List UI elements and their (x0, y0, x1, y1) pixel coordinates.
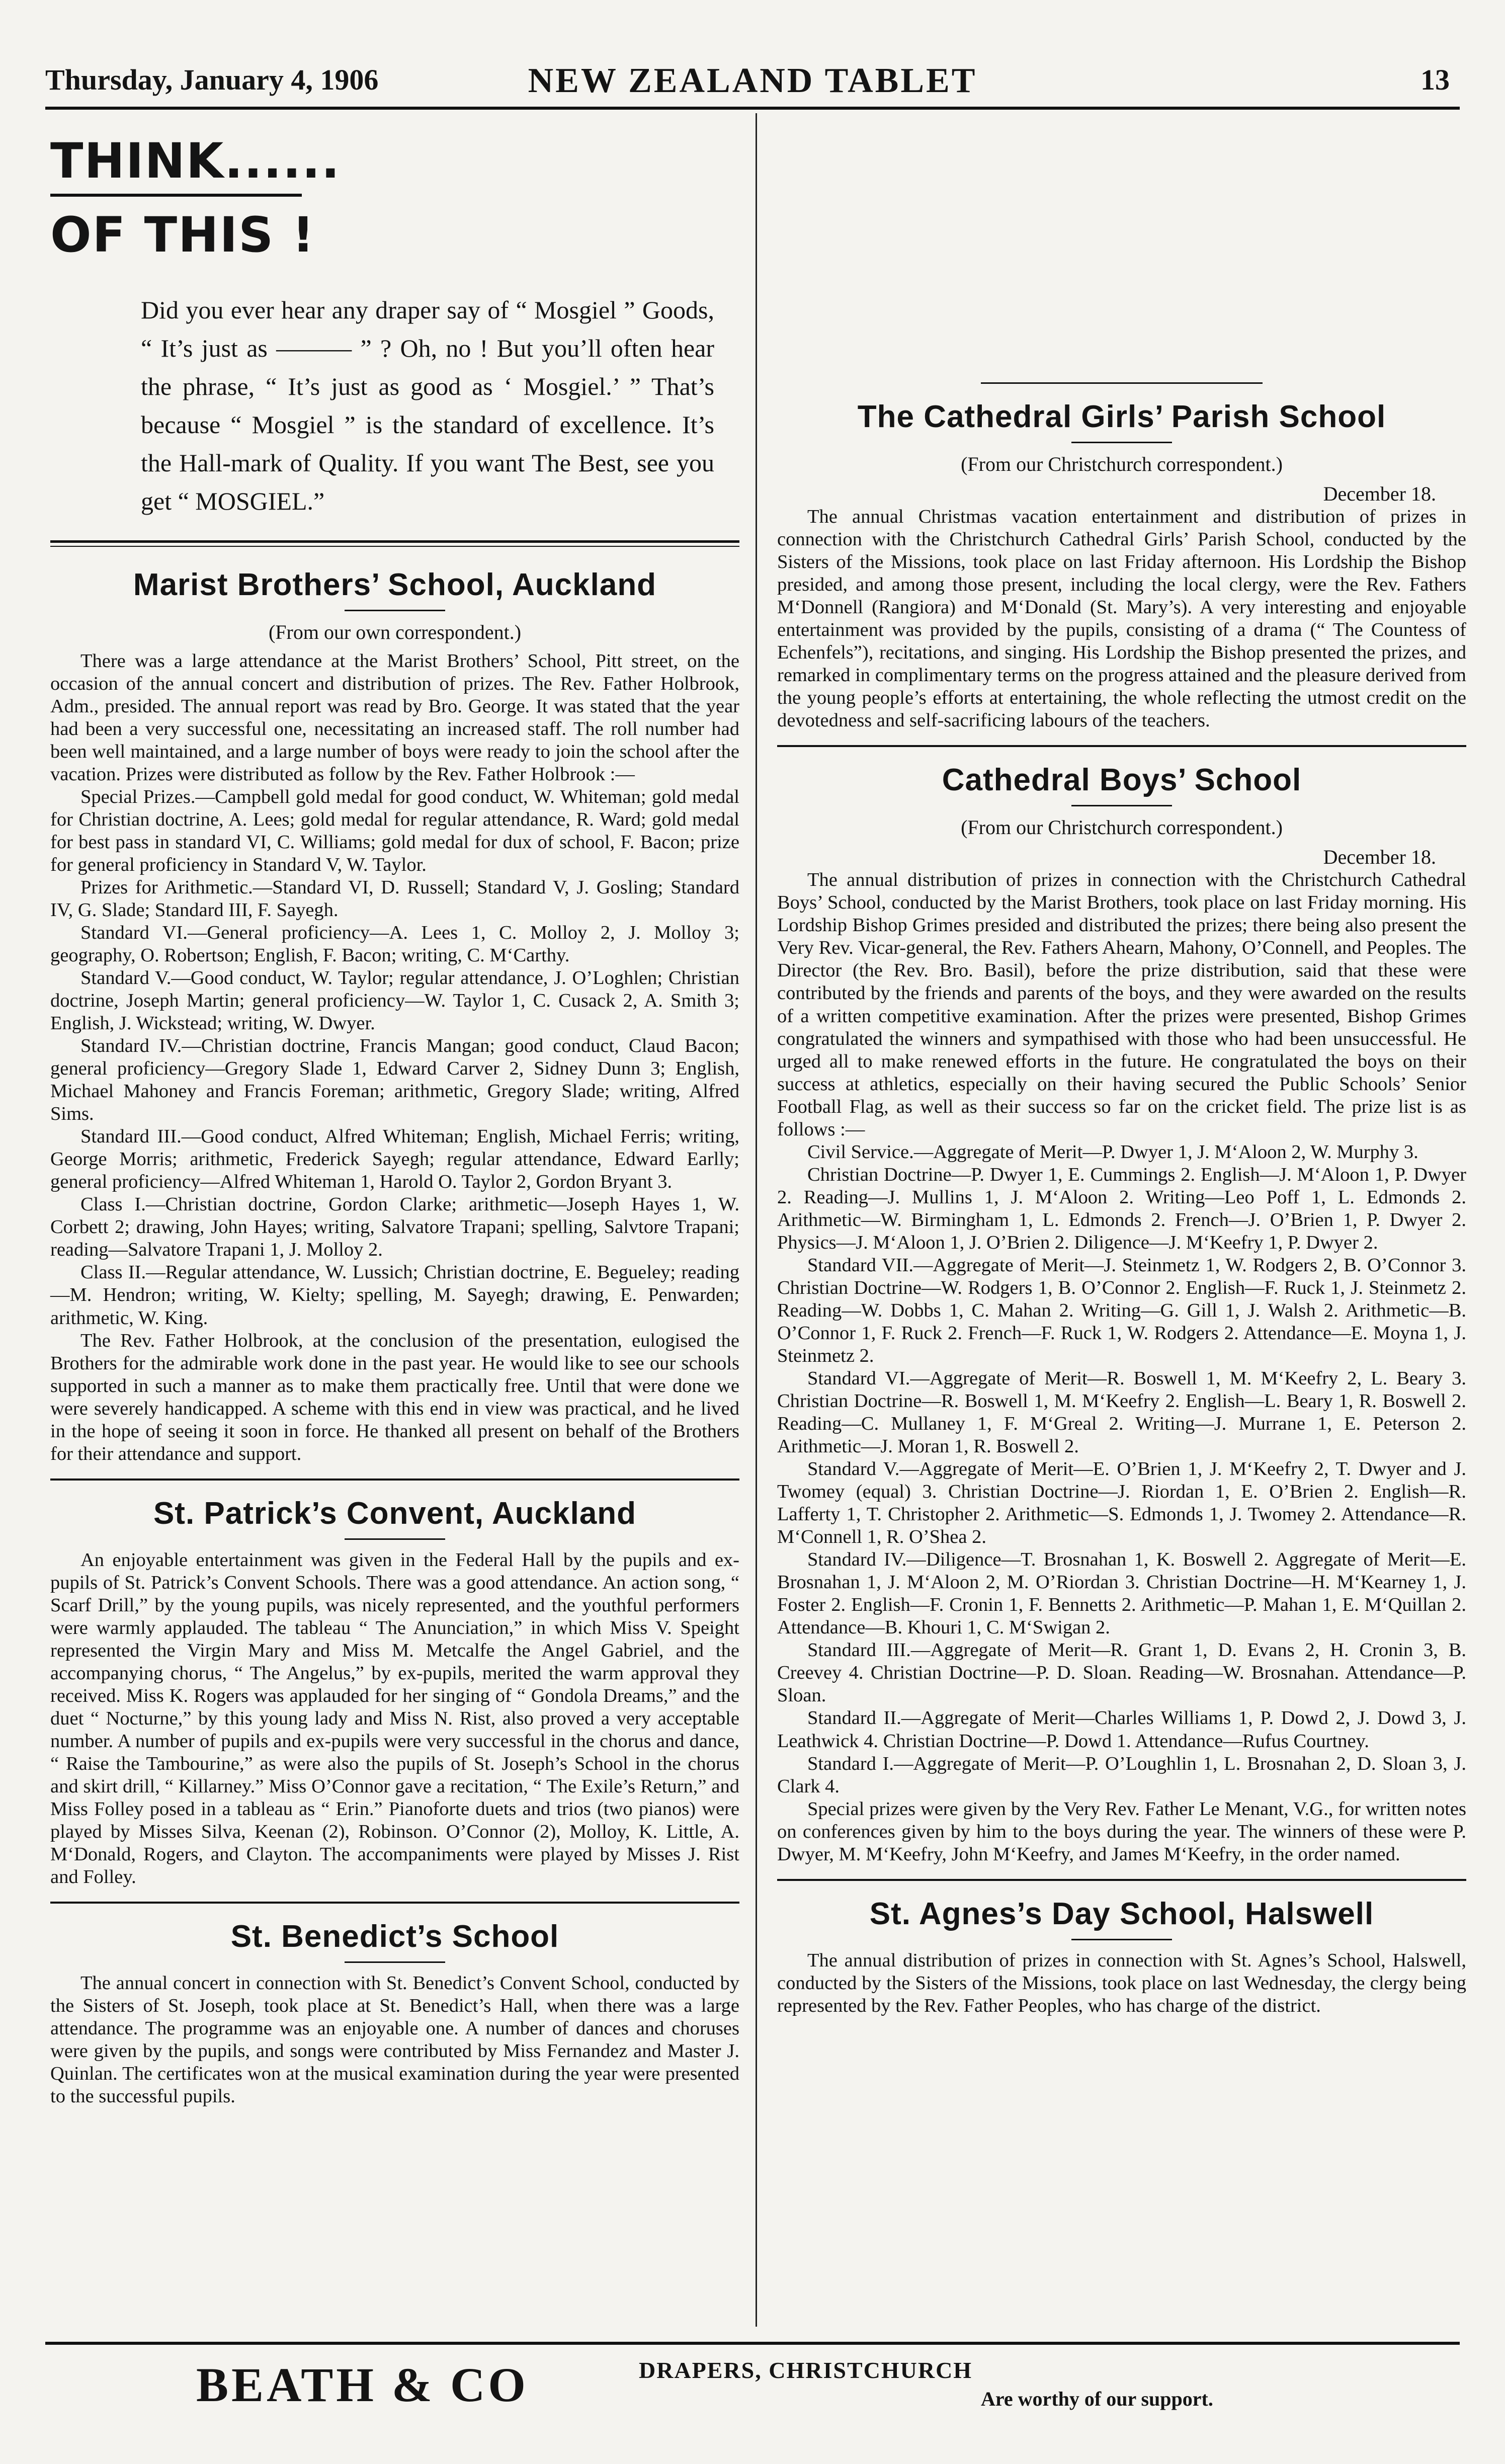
article-st-patricks (50, 1496, 739, 1888)
article-body (50, 1549, 739, 1888)
article-cathedral-boys (777, 762, 1466, 1865)
masthead (45, 63, 1460, 111)
paragraph: Civil Service.—Aggregate of Merit—P. Dwyer 1, J. M‘Aloon 2, W. Murphy 3. (807, 1141, 1418, 1163)
article-separator (50, 1902, 739, 1904)
paragraph: Standard IV.—Diligence—T. Brosnahan 1, K. Boswell 2. Aggregate of Merit—E. Brosnahan 1, J. M‘Aloon 2, M. O’Riordan 3. Christian Doctrine—H. M‘Kearney 1, J. Foster 2. English—F. Cronin 1, F. Bennetts 2. Arithmetic—P. Mahan 1, E. M‘Quillan 2. Attendance—B. Khouri 1, C. M‘Swigan 2. (777, 1549, 1466, 1638)
paragraph: Standard V.—Aggregate of Merit—E. O’Brien 1, J. M‘Keefry 2, T. Dwyer and J. Twomey (equal) 3. Christian Doctrine—J. Riordan 1, E. O’Brien 2. English—R. Lafferty 1, T. Christopher 2. Arithmetic—S. Edmonds 1, J. Twomey 2. Attendance—R. M‘Connell 1, R. O’Shea 2. (777, 1458, 1466, 1548)
article-cathedral-girls (777, 399, 1466, 732)
paragraph: Christian Doctrine—P. Dwyer 1, E. Cummings 2. English—J. M‘Aloon 1, P. Dwyer 2. Reading—J. Mullins 1, J. M‘Aloon 2. Writing—Leo Poff 1, L. Edmonds 2. Arithmetic—W. Birmingham 1, L. Edmonds 2. French—J. O’Brien 1, P. Dwyer 2. Physics—J. M‘Aloon 1, J. O’Brien 2. Diligence—J. M‘Keefry 1, P. Dwyer 2. (777, 1164, 1466, 1253)
article-dateline: December 18. (1323, 482, 1436, 505)
article-separator (777, 745, 1466, 747)
article-heading: St. Patrick’s Convent, Auckland (153, 1496, 637, 1531)
paragraph: An enjoyable entertainment was given in the Federal Hall by the pupils and ex-pupils of St. Patrick’s Convent Schools. There was a good attendance. An action song, “ Scarf Drill,” by the young pupils, was nicely represented, and the youthful performers were warmly applauded. The tableau “ The Anunciation,” in which Miss V. Speight represented the Virgin Mary and Miss M. Metcalfe the Angel Gabriel, and the accompanying chorus, “ The Angelus,” by ex-pupils, merited the warm approval they received. Miss K. Rogers was applauded for her singing of “ Gondola Dreams,” and the duet “ Nocturne,” by this young lady and Miss N. Rist, also proved a very acceptable number. A number of pupils and ex-pupils were very successful in the chorus and dance, “ Raise the Tambourine,” as were also the pupils of St. Joseph’s School in the chorus and skirt drill, “ Killarney.” Miss O’Connor gave a recitation, “ The Exile’s Return,” and Miss Folley posed in a tableau as “ Erin.” Pianoforte duets and trios (two pianos) were played by Misses Silva, Keenan (2), Robinson. O’Connor (2), Molloy, K. Little, A. M‘Donald, Rogers, and Clayton. The accompaniments were played by Misses J. Rist and Folley. (50, 1549, 739, 1888)
paragraph: Class II.—Regular attendance, W. Lussich; Christian doctrine, E. Begueley; reading—M. Hendron; writing, W. Kielty; spelling, M. Sayegh; drawing, E. Penwarden; arithmetic, W. King. (50, 1262, 739, 1329)
newspaper-title: NEW ZEALAND TABLET (528, 61, 977, 100)
article-byline: (From our Christchurch correspondent.) (961, 816, 1283, 839)
paragraph: Special prizes were given by the Very Rev. Father Le Menant, V.G., for written notes on conferences given by him to the boys during the year. The winners of these were P. Dwyer, M. M‘Keefry, John M‘Keefry, and James M‘Keefry, in the order named. (777, 1798, 1466, 1865)
article-byline: (From our own correspondent.) (268, 620, 522, 643)
paragraph: Standard II.—Aggregate of Merit—Charles Williams 1, P. Dowd 2, J. Dowd 3, J. Leathwick 4. Christian Doctrine—P. Dowd 1. Attendance—Rufus Courtney. (777, 1707, 1466, 1752)
footer-drapers: DRAPERS, CHRISTCHURCH (639, 2357, 973, 2383)
article-byline: (From our Christchurch correspondent.) (961, 453, 1283, 475)
double-rule (50, 540, 739, 547)
article-heading: St. Benedict’s School (230, 1919, 559, 1954)
paragraph: Standard III.—Aggregate of Merit—R. Grant 1, D. Evans 2, H. Cronin 3, B. Creevey 4. Christian Doctrine—P. D. Sloan. Reading—W. Brosnahan. Attendance—P. Sloan. (777, 1639, 1466, 1706)
article-separator (981, 382, 1263, 384)
short-rule (345, 610, 445, 611)
article-separator (777, 1879, 1466, 1881)
advert-rule (50, 194, 302, 197)
paragraph: Special Prizes.—Campbell gold medal for good conduct, W. Whiteman; gold medal for Christian doctrine, A. Lees; gold medal for regular attendance, R. Ward; gold medal for best pass in standard VI, C. Williams; gold medal for dux of school, F. Bacon; prize for general proficiency in Standard V, W. Taylor. (50, 786, 739, 875)
advert-body: Did you ever hear any draper say of “ Mosgiel ” Goods, “ It’s just as ——— ” ? Oh, no ! But you’ll often hear the phrase, “ It’s just as good as ‘ Mosgiel.’ ” That’s because “ Mosgiel ” is the standard of excellence. It’s the Hall-mark of Quality. If you want The Best, see you get “ MOSGIEL.” (141, 295, 714, 515)
short-rule (1071, 442, 1172, 443)
issue-date: Thursday, January 4, 1906 (45, 63, 379, 96)
article-heading: Marist Brothers’ School, Auckland (133, 567, 657, 602)
paragraph: The annual distribution of prizes in connection with the Christchurch Cathedral Boys’ School, conducted by the Marist Brothers, took place on last Friday morning. His Lordship Bishop Grimes presided and distributed the prizes; there being also present the Very Rev. Vicar-general, the Rev. Fathers Ahearn, Mahony, O’Connell, and Peoples. The Director (the Rev. Bro. Basil), before the prize distribution, said that these were contributed by the friends and parents of the boys, and they were awarded on the results of a written competitive examination. After the prizes were presented, Bishop Grimes congratulated the winners and sympathised with those who had been unsuccessful. He urged all to make renewed efforts in the future. He congratulated the boys on their success at athletics, especially on their having secured the Public Schools’ Senior Football Flag, as well as their success so far on the cricket field. The prize list is as follows :— (777, 869, 1466, 1140)
paragraph: Prizes for Arithmetic.—Standard VI, D. Russell; Standard V, J. Gosling; Standard IV, G. Slade; Standard III, F. Sayegh. (50, 876, 739, 921)
article-body (777, 869, 1466, 1865)
footer-rule (45, 2342, 1460, 2345)
article-heading: Cathedral Boys’ School (942, 763, 1302, 798)
paragraph: The annual concert in connection with St. Benedict’s Convent School, conducted by the Sisters of St. Joseph, took place at St. Benedict’s Hall, when there was a large attendance. The programme was an enjoyable one. A number of dances and choruses were given by the pupils, and songs were contributed by Miss Fernandez and Master J. Quinlan. The certificates won at the musical examination during the year were presented to the successful pupils. (50, 1973, 739, 2107)
footer-advert (45, 2352, 1460, 2422)
paragraph: The annual Christmas vacation entertainment and distribution of prizes in connection with the Christchurch Cathedral Girls’ Parish School, conducted by the Sisters of the Missions, took place on last Friday afternoon. His Lordship the Bishop presided, and among those present, including the local clergy, were the Rev. Fathers M‘Donnell (Rangiora) and M‘Donald (St. Mary’s). A very interesting and enjoyable entertainment was provided by the pupils, consisting of a drama (“ The Countess of Echenfels”), recitations, and singing. His Lordship the Bishop presented the prizes, and remarked in complimentary terms on the progress attained and the pleasure derived from the young people’s efforts at entertaining, the whole reflecting the utmost credit on the devotedness and self-sacrificing labours of the teachers. (777, 506, 1466, 731)
article-body (50, 1972, 739, 2108)
right-column (777, 121, 1466, 2017)
paragraph: Standard VI.—General proficiency—A. Lees 1, C. Molloy 2, J. Molloy 3; geography, O. Robertson; English, F. Bacon; writing, C. M‘Carthy. (50, 922, 739, 966)
short-rule (345, 1961, 445, 1963)
article-body (777, 1949, 1466, 2017)
paragraph: The annual distribution of prizes in connection with St. Agnes’s School, Halswell, conducted by the Sisters of the Missions, took place on last Wednesday, the clergy being represented by the Rev. Father Peoples, who has charge of the district. (777, 1949, 1466, 2016)
paragraph: Standard I.—Aggregate of Merit—P. O’Loughlin 1, L. Brosnahan 2, D. Sloan 3, J. Clark 4. (777, 1753, 1466, 1797)
article-heading: St. Agnes’s Day School, Halswell (869, 1896, 1374, 1931)
advert-of-this: OF THIS ! (50, 206, 315, 263)
short-rule (1071, 805, 1172, 806)
paragraph: Standard IV.—Christian doctrine, Francis Mangan; good conduct, Claud Bacon; general proficiency—Gregory Slade 1, Edward Carver 2, Sidney Dunn 3; English, Michael Mahoney and Francis Foreman; arithmetic, Gregory Slade; writing, Alfred Sims. (50, 1035, 739, 1125)
paragraph: Class I.—Christian doctrine, Gordon Clarke; arithmetic—Joseph Hayes 1, W. Corbett 2; drawing, John Hayes; writing, Salvatore Trapani; spelling, Salvtore Trapani; reading—Salvatore Trapani 1, J. Molloy 2. (50, 1194, 739, 1261)
column-divider (756, 113, 757, 2327)
article-body (50, 650, 739, 1465)
masthead-rule (45, 107, 1460, 110)
paragraph: Standard VII.—Aggregate of Merit—J. Steinmetz 1, W. Rodgers 2, B. O’Connor 3. Christian Doctrine—W. Rodgers 1, B. O’Connor 2. English—F. Ruck 1, J. Steinmetz 2. Reading—W. Dobbs 1, C. Mahan 2. Writing—G. Gill 1, J. Walsh 2. Arithmetic—B. O’Connor 1, F. Ruck 2. French—F. Ruck 1, W. Rodgers 2. Attendance—E. Moyna 1, J. Steinmetz 2. (777, 1254, 1466, 1366)
short-rule (1071, 1939, 1172, 1940)
left-column (50, 121, 739, 2108)
advert-think: THINK...... (50, 133, 341, 189)
article-separator (50, 1479, 739, 1481)
paragraph: There was a large attendance at the Marist Brothers’ School, Pitt street, on the occasion of the annual concert and distribution of prizes. The Rev. Father Holbrook, Adm., presided. The annual report was read by Bro. George. It was stated that the year had been a very successful one, necessitating an increased staff. The roll number had been well maintained, and a large number of boys were ready to join the school after the vacation. Prizes were distributed as follow by the Rev. Father Holbrook :— (50, 650, 739, 785)
mosgiel-advert (50, 133, 739, 520)
paragraph: Standard VI.—Aggregate of Merit—R. Boswell 1, M. M‘Keefry 2, L. Beary 3. Christian Doctrine—R. Boswell 1, M. M‘Keefry 2. English—L. Beary 1, R. Boswell 2. Reading—C. Mullaney 1, F. M‘Greal 2. Writing—J. Murrane 1, E. Peterson 2. Arithmetic—J. Moran 1, R. Boswell 2. (777, 1368, 1466, 1457)
article-heading: The Cathedral Girls’ Parish School (857, 399, 1386, 434)
article-dateline: December 18. (1323, 846, 1436, 869)
article-body (777, 506, 1466, 732)
footer-support: Are worthy of our support. (981, 2388, 1213, 2410)
article-st-benedicts (50, 1919, 739, 2108)
paragraph: Standard III.—Good conduct, Alfred Whiteman; English, Michael Ferris; writing, George Morris; arithmetic, Frederick Sayegh; regular attendance, Edward Earlly; general proficiency—Alfred Whiteman 1, Harold O. Taylor 2, Gordon Bryant 3. (50, 1126, 739, 1193)
page-number: 13 (1420, 63, 1450, 96)
article-marist (50, 567, 739, 1465)
footer-brand: BEATH & CO (196, 2358, 529, 2412)
paragraph: The Rev. Father Holbrook, at the conclusion of the presentation, eulogised the Brothers for the admirable work done in the past year. He would like to see our schools supported in such a manner as to make them practically free. Until that were done we were severely handicapped. A scheme with this end in view was practical, and he lived in the hope of seeing it soon in force. He thanked all present on behalf of the Brothers for their attendance and support. (50, 1330, 739, 1464)
article-st-agnes (777, 1896, 1466, 2017)
short-rule (345, 1538, 445, 1540)
paragraph: Standard V.—Good conduct, W. Taylor; regular attendance, J. O’Loghlen; Christian doctrine, Joseph Martin; general proficiency—W. Taylor 1, C. Cusack 2, A. Smith 3; English, J. Wickstead; writing, W. Dwyer. (50, 967, 739, 1034)
